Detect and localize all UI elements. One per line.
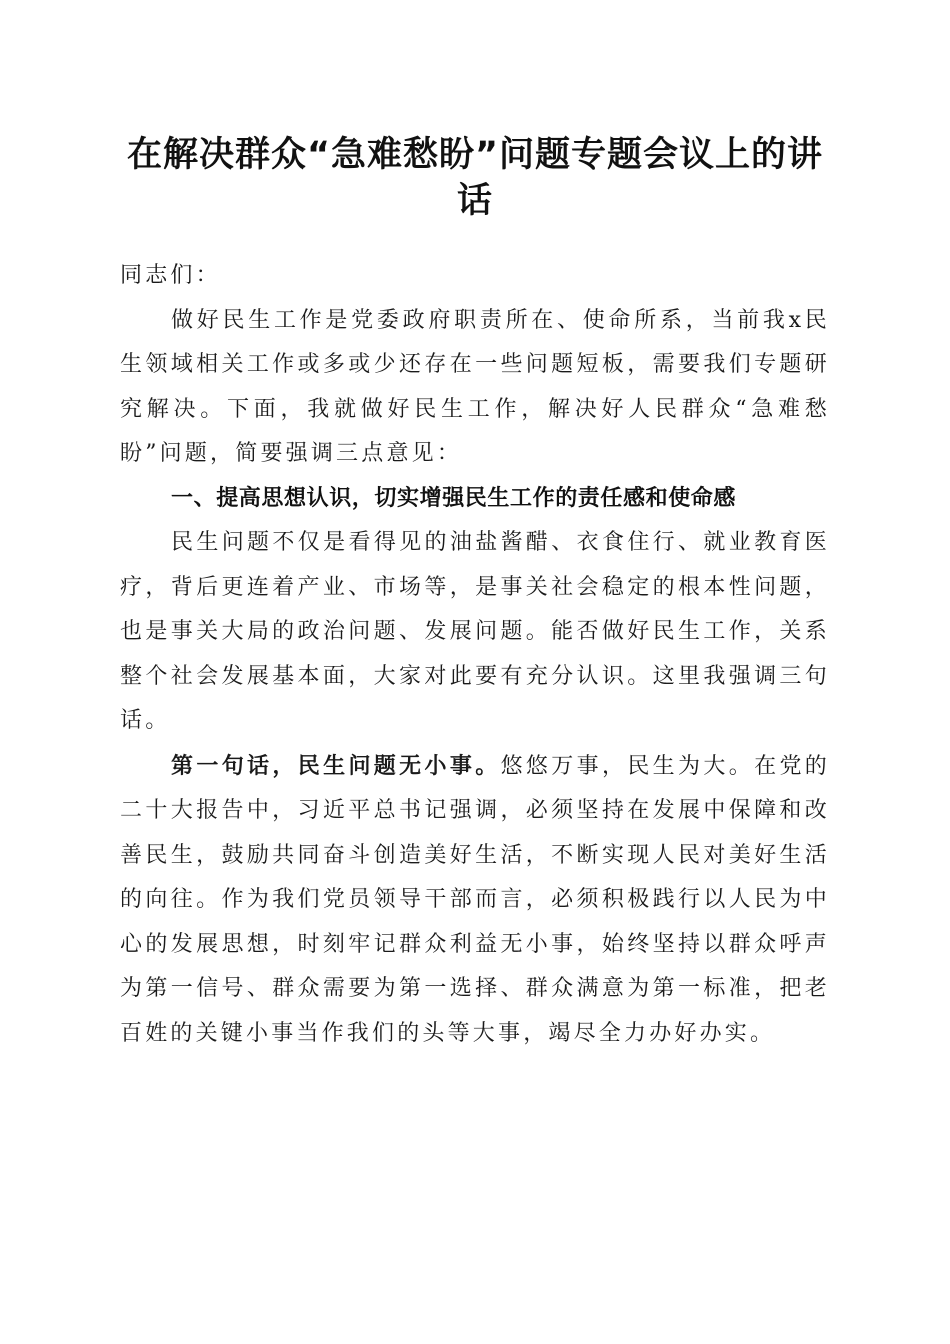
section1-paragraph-2 (120, 744, 830, 1057)
section1-paragraph-1: 民生问题不仅是看得见的油盐酱醋、衣食住行、就业教育医疗，背后更连着产业、市场等，是事关社会稳定的根本性问题，也是事关大局的政治问题、发展问题。能否做好民生工作，关系整个社会发展基本面，大家对此要有充分认识。这里我强调三句话。 (120, 530, 830, 733)
paragraph-lead-sentence: 第一句话，民生问题无小事。 (171, 752, 501, 779)
document-body (120, 254, 830, 1056)
section-heading-1: 一、提高思想认识，切实增强民生工作的责任感和使命感 (171, 485, 737, 511)
paragraph-body-text: 悠悠万事，民生为大。在党的二十大报告中，习近平总书记强调，必须坚持在发展中保障和改善民生，鼓励共同奋斗创造美好生活，不断实现人民对美好生活的向往。作为我们党员领导干部而言，必须积极践行以人民为中心的发展思想，时刻牢记群众利益无小事，始终坚持以群众呼声为第一信号、群众需要为第一选择、群众满意为第一标准，把老百姓的关键小事当作我们的头等大事，竭尽全力办好办实。 (120, 753, 830, 1046)
intro-paragraph: 做好民生工作是党委政府职责所在、使命所系，当前我x民生领域相关工作或多或少还存在一些问题短板，需要我们专题研究解决。下面，我就做好民生工作，解决好人民群众“急难愁盼”问题，简要强调三点意见： (120, 307, 830, 466)
salutation: 同志们： (120, 263, 221, 288)
document-title: 在解决群众“急难愁盼”问题专题会议上的讲话 (126, 135, 823, 221)
